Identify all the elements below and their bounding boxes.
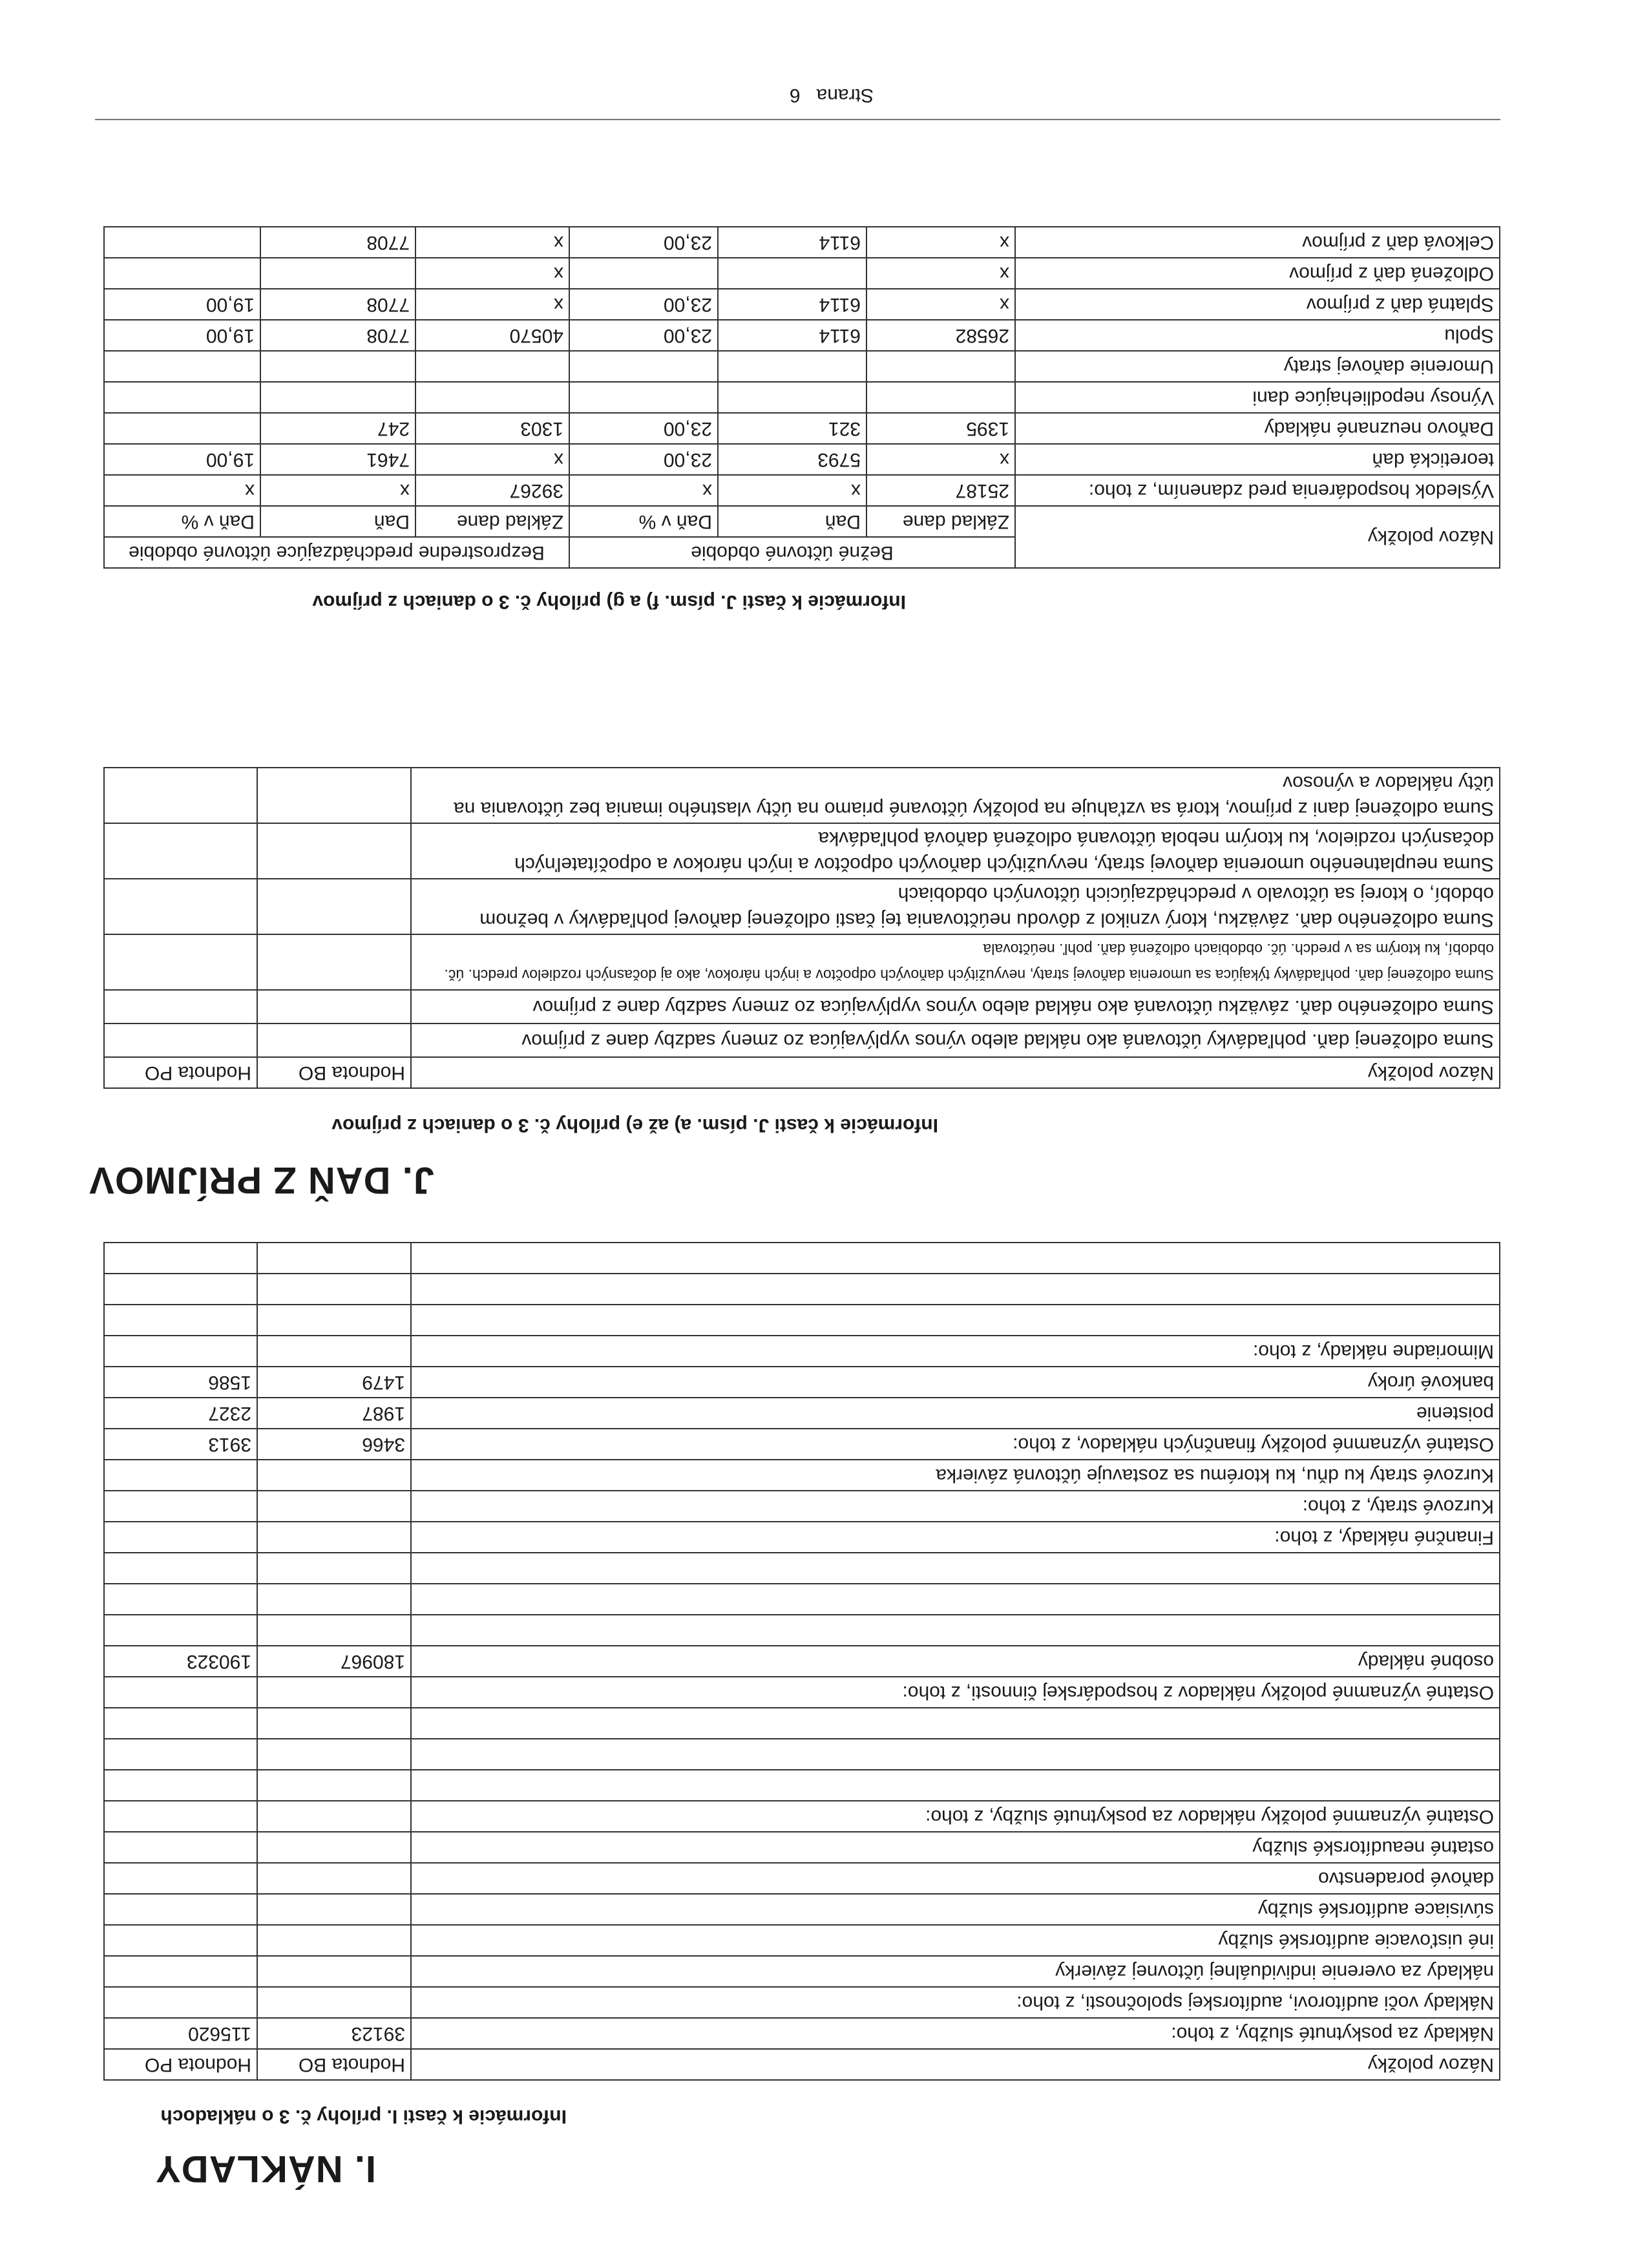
value-cell: x xyxy=(718,475,867,506)
costs-table-header xyxy=(104,2049,1500,2080)
value-cell: x xyxy=(415,258,569,289)
value-cell: x xyxy=(415,444,569,475)
value-cell xyxy=(104,823,257,879)
value-cell xyxy=(104,227,260,258)
row-label: poistenie xyxy=(411,1398,1500,1429)
row-label: Umorenie daňovej straty xyxy=(1015,351,1500,382)
value-cell xyxy=(257,1024,411,1057)
row-label: Náklady voči audítorovi, audítorskej spoločnosti, z toho: xyxy=(411,1987,1500,2018)
value-cell xyxy=(104,413,260,444)
table-row xyxy=(104,1243,1500,1274)
value-cell: x xyxy=(104,475,260,506)
value-cell xyxy=(260,382,415,413)
value-cell xyxy=(104,1460,257,1491)
row-label xyxy=(411,1770,1500,1801)
value-cell xyxy=(257,1925,411,1956)
header-value-bo: Hodnota BO xyxy=(257,2049,411,2080)
row-label: teoretická daň xyxy=(1015,444,1500,475)
table-row xyxy=(104,823,1500,879)
value-cell xyxy=(257,1553,411,1584)
value-cell xyxy=(104,1863,257,1894)
page-number xyxy=(790,84,874,106)
value-cell: 7708 xyxy=(260,320,415,351)
value-cell xyxy=(257,1243,411,1274)
header-item-name: Názov položky xyxy=(411,2049,1500,2080)
value-cell xyxy=(257,768,411,823)
value-cell xyxy=(104,1522,257,1553)
table-row xyxy=(104,1522,1500,1553)
table-row xyxy=(104,1708,1500,1739)
value-cell xyxy=(257,1894,411,1925)
value-cell xyxy=(104,768,257,823)
table-row xyxy=(104,444,1500,475)
row-label: Mimoriadne náklady, z toho: xyxy=(411,1336,1500,1367)
value-cell xyxy=(257,1584,411,1615)
value-cell: 1987 xyxy=(257,1398,411,1429)
value-cell xyxy=(104,1801,257,1832)
page-label: Strana xyxy=(816,85,874,106)
value-cell xyxy=(257,1708,411,1739)
row-label: Celková daň z príjmov xyxy=(1015,227,1500,258)
value-cell xyxy=(260,258,415,289)
section-j-title: J. DAŇ Z PRÍJMOV xyxy=(89,1159,434,1201)
value-cell xyxy=(257,990,411,1024)
value-cell: 23,00 xyxy=(569,413,718,444)
table-row xyxy=(104,1491,1500,1522)
value-cell: 1395 xyxy=(867,413,1015,444)
value-cell xyxy=(257,1615,411,1646)
header-value-po: Hodnota PO xyxy=(104,1057,257,1088)
value-cell: 7708 xyxy=(260,227,415,258)
value-cell xyxy=(104,1677,257,1708)
table-row xyxy=(104,1584,1500,1615)
table-row xyxy=(104,1739,1500,1770)
value-cell: 1479 xyxy=(257,1367,411,1398)
table-row xyxy=(104,1398,1500,1429)
row-label xyxy=(411,1708,1500,1739)
value-cell xyxy=(104,879,257,934)
row-label xyxy=(411,1243,1500,1274)
table-row xyxy=(104,879,1500,934)
table-row xyxy=(104,1894,1500,1925)
value-cell xyxy=(257,934,411,990)
value-cell: 7708 xyxy=(260,289,415,320)
header-tax-base: Základ dane xyxy=(867,506,1015,537)
table-row xyxy=(104,351,1500,382)
value-cell: 25187 xyxy=(867,475,1015,506)
section-i-subtitle: Informácie k časti I. prílohy č. 3 o nákladoch xyxy=(160,2106,567,2127)
value-cell xyxy=(569,382,718,413)
footer-divider xyxy=(95,119,1500,120)
value-cell: 39123 xyxy=(257,2018,411,2049)
value-cell: 3466 xyxy=(257,1429,411,1460)
row-label: Finančné náklady, z toho: xyxy=(411,1522,1500,1553)
value-cell: 247 xyxy=(260,413,415,444)
value-cell: 7461 xyxy=(260,444,415,475)
value-cell xyxy=(104,1956,257,1987)
header-tax-base-prev: Základ dane xyxy=(415,506,569,537)
row-label: Náklady za poskytnuté služby, z toho: xyxy=(411,2018,1500,2049)
value-cell: x xyxy=(867,289,1015,320)
section-j-subtitle-2: Informácie k časti J. písm. f) a g) prílohy č. 3 o daniach z príjmov xyxy=(312,591,906,613)
table-row xyxy=(104,1801,1500,1832)
row-label: iné uisťovacie audítorské služby xyxy=(411,1925,1500,1956)
row-label xyxy=(411,1739,1500,1770)
table-row xyxy=(104,1987,1500,2018)
value-cell xyxy=(104,258,260,289)
value-cell xyxy=(104,1024,257,1057)
value-cell xyxy=(867,382,1015,413)
value-cell: x xyxy=(569,475,718,506)
header-tax: Daň xyxy=(718,506,867,537)
header-current-period: Bežné účtovné obdobie xyxy=(569,537,1015,568)
value-cell xyxy=(257,1336,411,1367)
value-cell: x xyxy=(415,227,569,258)
value-cell: 190323 xyxy=(104,1646,257,1677)
section-j-subtitle-1: Informácie k časti J. písm. a) až e) prílohy č. 3 o daniach z príjmov xyxy=(331,1115,938,1136)
value-cell xyxy=(104,990,257,1024)
value-cell xyxy=(104,1739,257,1770)
table-row xyxy=(104,1336,1500,1367)
table-row xyxy=(104,413,1500,444)
value-cell xyxy=(104,1770,257,1801)
table-row xyxy=(104,1553,1500,1584)
value-cell xyxy=(257,1801,411,1832)
page-number-value: 6 xyxy=(789,85,801,106)
table-row xyxy=(104,1460,1500,1491)
costs-table xyxy=(103,1242,1500,2081)
value-cell: 6114 xyxy=(718,227,867,258)
value-cell xyxy=(104,1987,257,2018)
value-cell xyxy=(569,258,718,289)
value-cell xyxy=(257,1274,411,1305)
table-row xyxy=(104,382,1500,413)
value-cell: 26582 xyxy=(867,320,1015,351)
row-label: Suma odloženej dani z príjmov, ktorá sa vzťahuje na položky účtované priamo na účty vlastného imania bez účtovania na účty nákladov a výnosov xyxy=(411,768,1500,823)
value-cell: 321 xyxy=(718,413,867,444)
value-cell: 6114 xyxy=(718,320,867,351)
table-row xyxy=(104,475,1500,506)
value-cell: x xyxy=(260,475,415,506)
table-row xyxy=(104,1305,1500,1336)
value-cell: 39267 xyxy=(415,475,569,506)
value-cell: 3913 xyxy=(104,1429,257,1460)
value-cell xyxy=(718,351,867,382)
header-tax-prev: Daň xyxy=(260,506,415,537)
value-cell xyxy=(257,1956,411,1987)
value-cell xyxy=(257,1522,411,1553)
value-cell xyxy=(257,1987,411,2018)
value-cell xyxy=(104,382,260,413)
row-label: Suma odloženého daň. záväzku účtovaná ako náklad alebo výnos vyplývajúca zo zmeny sadzby dane z príjmov xyxy=(411,990,1500,1024)
row-label: Suma neuplatneného umorenia daňovej straty, nevyužitých daňových odpočtov a iných nárokov a odpočítateľných dočasných rozdielov, ku ktorým nebola účtovaná odložená daňová pohľadávka xyxy=(411,823,1500,879)
table-row xyxy=(104,1274,1500,1305)
value-cell xyxy=(257,1739,411,1770)
value-cell: 19,00 xyxy=(104,444,260,475)
value-cell: 5793 xyxy=(718,444,867,475)
table-row xyxy=(104,1429,1500,1460)
value-cell: 19,00 xyxy=(104,289,260,320)
table-row xyxy=(104,1024,1500,1057)
table-row xyxy=(104,1956,1500,1987)
value-cell xyxy=(104,1274,257,1305)
value-cell: 40570 xyxy=(415,320,569,351)
table-row xyxy=(104,1646,1500,1677)
value-cell: 1586 xyxy=(104,1367,257,1398)
value-cell: 23,00 xyxy=(569,320,718,351)
row-label: ostatné neaudítorské služby xyxy=(411,1832,1500,1863)
header-tax-rate: Daň v % xyxy=(569,506,718,537)
value-cell xyxy=(104,1305,257,1336)
table-row xyxy=(104,227,1500,258)
value-cell: 2327 xyxy=(104,1398,257,1429)
value-cell xyxy=(257,1863,411,1894)
row-label: osobné náklady xyxy=(411,1646,1500,1677)
value-cell xyxy=(718,258,867,289)
value-cell xyxy=(104,1615,257,1646)
value-cell: 115620 xyxy=(104,2018,257,2049)
income-tax-table xyxy=(103,226,1500,569)
income-tax-group-header xyxy=(104,537,1500,568)
value-cell: x xyxy=(867,227,1015,258)
table-row xyxy=(104,289,1500,320)
row-label: Ostatné významné položky finančných nákladov, z toho: xyxy=(411,1429,1500,1460)
value-cell xyxy=(260,351,415,382)
value-cell xyxy=(415,382,569,413)
row-label xyxy=(411,1553,1500,1584)
value-cell xyxy=(104,1491,257,1522)
row-label xyxy=(411,1615,1500,1646)
table-row xyxy=(104,1677,1500,1708)
value-cell: 6114 xyxy=(718,289,867,320)
value-cell xyxy=(257,1305,411,1336)
value-cell xyxy=(257,1677,411,1708)
row-label: Daňovo neuznané náklady xyxy=(1015,413,1500,444)
value-cell xyxy=(104,1336,257,1367)
row-label: Suma odloženej daň. pohľadávky účtovaná ako náklad alebo výnos vyplývajúca zo zmeny sadzby dane z príjmov xyxy=(411,1024,1500,1057)
value-cell xyxy=(104,1894,257,1925)
value-cell: x xyxy=(867,258,1015,289)
section-i-title: I. NÁKLADY xyxy=(155,2148,376,2190)
value-cell: 1303 xyxy=(415,413,569,444)
value-cell: x xyxy=(867,444,1015,475)
value-cell: 180967 xyxy=(257,1646,411,1677)
value-cell xyxy=(104,1243,257,1274)
value-cell xyxy=(718,382,867,413)
value-cell xyxy=(867,351,1015,382)
value-cell: 23,00 xyxy=(569,227,718,258)
value-cell xyxy=(257,1491,411,1522)
row-label: Spolu xyxy=(1015,320,1500,351)
row-label: Suma odloženého daň. záväzku, ktorý vznikol z dôvodu neúčtovania tej časti odloženej daňovej pohľadávky v bežnom období, o ktorej sa účtovalo v predchádzajúcich účtovných obdobiach xyxy=(411,879,1500,934)
value-cell xyxy=(415,351,569,382)
deferred-tax-table-header xyxy=(104,1057,1500,1088)
value-cell xyxy=(104,1832,257,1863)
value-cell xyxy=(104,1708,257,1739)
value-cell xyxy=(569,351,718,382)
row-label: Suma odloženej daň. pohľadávky týkajúca sa umorenia daňovej straty, nevyužitých daňových odpočtov a iných nárokov, ako aj dočasných rozdielov predch. úč. období, ku ktorým sa v predch. úč. obdobiach odložená daň. pohľ. neúčtovala xyxy=(411,934,1500,990)
row-label xyxy=(411,1584,1500,1615)
table-row xyxy=(104,320,1500,351)
table-row xyxy=(104,2018,1500,2049)
row-label xyxy=(411,1305,1500,1336)
table-row xyxy=(104,1832,1500,1863)
row-label: Splatná daň z príjmov xyxy=(1015,289,1500,320)
table-row xyxy=(104,1863,1500,1894)
row-label xyxy=(411,1274,1500,1305)
table-row xyxy=(104,990,1500,1024)
value-cell xyxy=(104,1553,257,1584)
value-cell xyxy=(104,934,257,990)
row-label: Kurzové straty, z toho: xyxy=(411,1491,1500,1522)
table-row xyxy=(104,258,1500,289)
value-cell xyxy=(257,1832,411,1863)
value-cell xyxy=(257,879,411,934)
row-label: Ostatné významné položky nákladov z hospodárskej činnosti, z toho: xyxy=(411,1677,1500,1708)
value-cell xyxy=(104,351,260,382)
value-cell xyxy=(257,823,411,879)
header-value-po: Hodnota PO xyxy=(104,2049,257,2080)
header-item-name: Názov položky xyxy=(411,1057,1500,1088)
row-label: Kurzové straty ku dňu, ku ktorému sa zostavuje účtovná závierka xyxy=(411,1460,1500,1491)
row-label: Odložená daň z príjmov xyxy=(1015,258,1500,289)
value-cell: 19,00 xyxy=(104,320,260,351)
value-cell xyxy=(104,1584,257,1615)
header-value-bo: Hodnota BO xyxy=(257,1057,411,1088)
value-cell xyxy=(257,1770,411,1801)
table-row xyxy=(104,1367,1500,1398)
row-label: náklady za overenie individuálnej účtovnej závierky xyxy=(411,1956,1500,1987)
row-label: Ostatné významné položky nákladov za poskytnuté služby, z toho: xyxy=(411,1801,1500,1832)
value-cell xyxy=(257,1460,411,1491)
row-label: bankové úroky xyxy=(411,1367,1500,1398)
table-row xyxy=(104,768,1500,823)
value-cell xyxy=(104,1925,257,1956)
table-row xyxy=(104,1770,1500,1801)
value-cell: x xyxy=(415,289,569,320)
value-cell: 23,00 xyxy=(569,444,718,475)
table-row xyxy=(104,1925,1500,1956)
row-label: Výnosy nepodliehajúce dani xyxy=(1015,382,1500,413)
table-row xyxy=(104,934,1500,990)
header-tax-rate-prev: Daň v % xyxy=(104,506,260,537)
row-label: daňové poradenstvo xyxy=(411,1863,1500,1894)
value-cell: 23,00 xyxy=(569,289,718,320)
header-item-name: Názov položky xyxy=(1015,506,1500,568)
row-label: súvisiace audítorské služby xyxy=(411,1894,1500,1925)
table-row xyxy=(104,1615,1500,1646)
header-previous-period: Bezprostredne predchádzajúce účtovné obdobie xyxy=(104,537,569,568)
deferred-tax-table xyxy=(103,767,1500,1089)
row-label: Výsledok hospodárenia pred zdanením, z toho: xyxy=(1015,475,1500,506)
